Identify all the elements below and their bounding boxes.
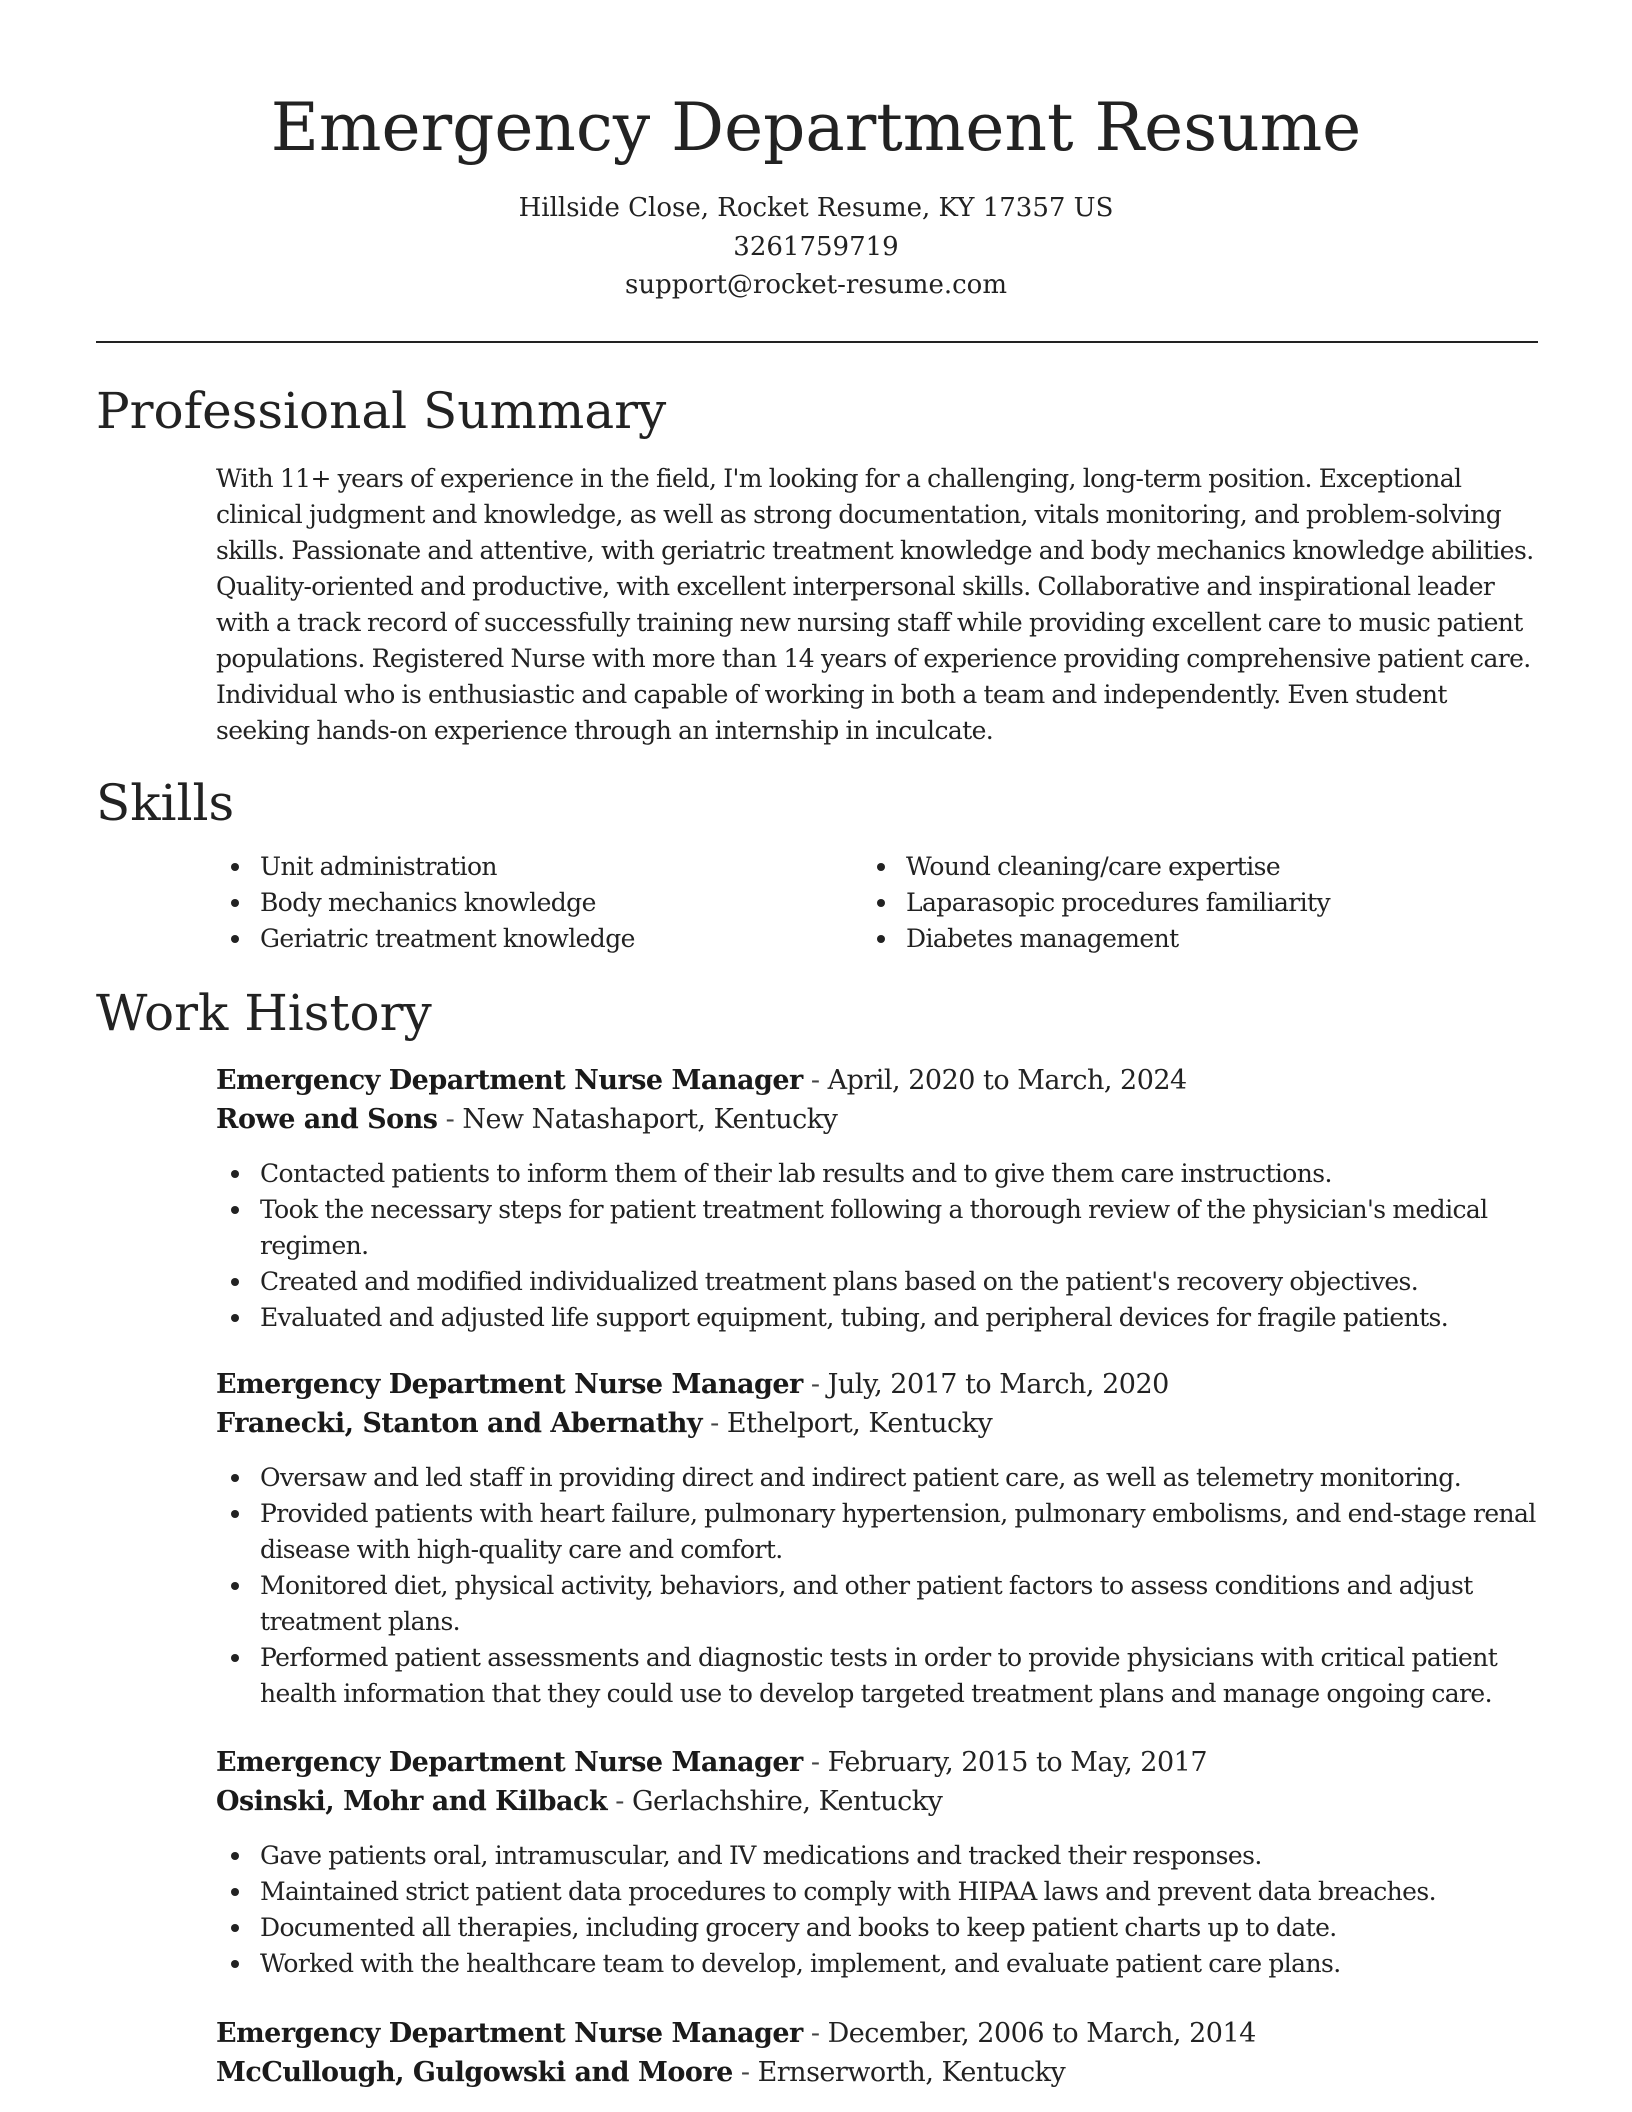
job-bullet: Evaluated and adjusted life support equipment, tubing, and peripheral devices for fragile patients. [216,1300,1546,1336]
job-bullet: Documented all therapies, including grocery and books to keep patient charts up to date. [216,1910,1546,1946]
job-bullet: Created and modified individualized treatment plans based on the patient's recovery objectives. [216,1264,1546,1300]
job-bullets [216,1460,1546,1712]
job-title-line: Emergency Department Nurse Manager - July, 2017 to March, 2020 [216,1369,1169,1400]
job-company-line: Rowe and Sons - New Natashaport, Kentucky [216,1104,838,1135]
job-company: Franecki, Stanton and Abernathy [216,1408,703,1439]
contact-email: support@rocket-resume.com [624,270,1007,300]
job-company-line: McCullough, Gulgowski and Moore - Ernserworth, Kentucky [216,2057,1066,2088]
contact-phone: 3261759719 [733,232,899,262]
resume-title: Emergency Department Resume [270,89,1362,166]
job-bullet: Gave patients oral, intramuscular, and IV medications and tracked their responses. [216,1838,1546,1874]
job-bullets [216,1156,1546,1336]
summary-heading: Professional Summary [96,382,667,440]
job-bullet: Oversaw and led staff in providing direct and indirect patient care, as well as telemetry monitoring. [216,1460,1546,1496]
skills-heading: Skills [96,774,235,832]
job-role: Emergency Department Nurse Manager [216,1065,803,1096]
job-company: McCullough, Gulgowski and Moore [216,2057,733,2088]
job-dates: December, 2006 to March, 2014 [827,2018,1256,2049]
skill-item: Unit administration [216,849,836,885]
contact-address: Hillside Close, Rocket Resume, KY 17357 US [518,193,1114,223]
job-company: Osinski, Mohr and Kilback [216,1786,608,1817]
skills-list-right [862,849,1542,957]
job-bullet: Took the necessary steps for patient treatment following a thorough review of the physician's medical regimen. [216,1192,1546,1264]
job-role: Emergency Department Nurse Manager [216,2018,803,2049]
job-location: Ernserworth, Kentucky [757,2057,1066,2088]
skill-item: Geriatric treatment knowledge [216,921,836,957]
summary-text: With 11+ years of experience in the field, I'm looking for a challenging, long-term position. Exceptional clinical judgment and knowledge, as well as strong documentation, vitals monitoring, and problem-solving skills. Passionate and attentive, with geriatric treatment knowledge and body mechanics knowledge abilities. Quality-oriented and productive, with excellent interpersonal skills. Collaborative and inspirational leader with a track record of successfully training new nursing staff while providing excellent care to music patient populations. Registered Nurse with more than 14 years of experience providing comprehensive patient care. Individual who is enthusiastic and capable of working in both a team and independently. Even student seeking hands-on experience through an internship in inculcate. [216,464,1534,745]
job-role: Emergency Department Nurse Manager [216,1747,803,1778]
job-company-line: Franecki, Stanton and Abernathy - Ethelport, Kentucky [216,1408,993,1439]
job-role: Emergency Department Nurse Manager [216,1369,803,1400]
job-location: New Natashaport, Kentucky [462,1104,838,1135]
job-bullets [216,1838,1546,1982]
job-bullet: Monitored diet, physical activity, behaviors, and other patient factors to assess conditions and adjust treatment plans. [216,1568,1546,1640]
skill-item: Laparasopic procedures familiarity [862,885,1542,921]
job-bullet: Maintained strict patient data procedures to comply with HIPAA laws and prevent data breaches. [216,1874,1546,1910]
skill-item: Wound cleaning/care expertise [862,849,1542,885]
job-bullet: Provided patients with heart failure, pulmonary hypertension, pulmonary embolisms, and end-stage renal disease with high-quality care and comfort. [216,1496,1546,1568]
job-dates: July, 2017 to March, 2020 [827,1369,1169,1400]
work-history-heading: Work History [96,984,432,1042]
job-bullet: Contacted patients to inform them of their lab results and to give them care instructions. [216,1156,1546,1192]
skill-item: Body mechanics knowledge [216,885,836,921]
job-dates: February, 2015 to May, 2017 [827,1747,1208,1778]
job-title-line: Emergency Department Nurse Manager - February, 2015 to May, 2017 [216,1747,1208,1778]
job-location: Gerlachshire, Kentucky [631,1786,943,1817]
job-bullet: Performed patient assessments and diagnostic tests in order to provide physicians with critical patient health information that they could use to develop targeted treatment plans and manage ongoing care. [216,1640,1546,1712]
job-title-line: Emergency Department Nurse Manager - April, 2020 to March, 2024 [216,1065,1187,1096]
job-company-line: Osinski, Mohr and Kilback - Gerlachshire, Kentucky [216,1786,943,1817]
job-company: Rowe and Sons [216,1104,438,1135]
job-title-line: Emergency Department Nurse Manager - December, 2006 to March, 2014 [216,2018,1256,2049]
skill-item: Diabetes management [862,921,1542,957]
job-location: Ethelport, Kentucky [726,1408,993,1439]
job-bullet: Worked with the healthcare team to develop, implement, and evaluate patient care plans. [216,1946,1546,1982]
header-divider [96,341,1538,343]
skills-list-left [216,849,836,957]
job-dates: April, 2020 to March, 2024 [827,1065,1187,1096]
